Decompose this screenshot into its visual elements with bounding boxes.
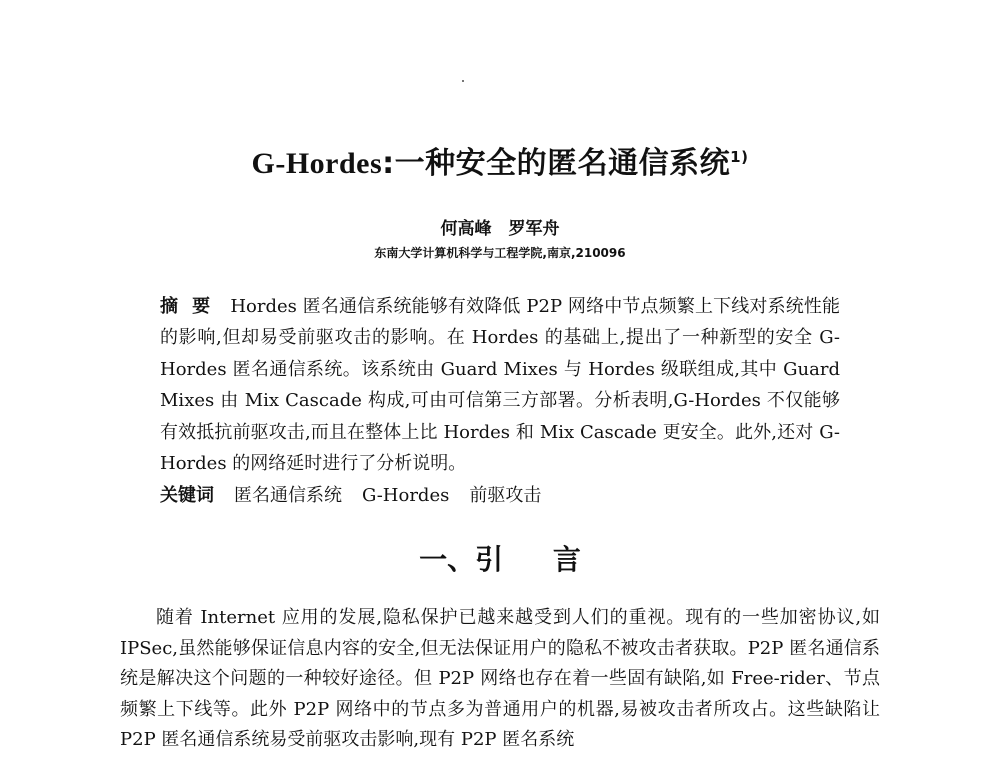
- title-footnote-mark: 1): [730, 148, 749, 166]
- title-cjk: :一种安全的匿名通信系统: [382, 146, 731, 181]
- scan-speck: [462, 80, 464, 82]
- author-affiliation: 东南大学计算机科学与工程学院,南京,210096: [374, 246, 626, 260]
- section-heading: 一、引 言: [419, 543, 581, 576]
- keyword: 前驱攻击: [469, 485, 542, 506]
- body-paragraph: 随着 Internet 应用的发展,隐私保护已越来越受到人们的重视。现有的一些加密协议,如 IPSec,虽然能够保证信息内容的安全,但无法保证用户的隐私不被攻击者获取。P2P 匿名通信系统是解决这个问题的一种较好途径。但 P2P 网络也存在着一些固有缺陷,如 Free-rider、节点频繁上下线等。此外 P2P 网络中的节点多为普通用户的机器,易被攻击者所攻占。这些缺陷让 P2P 匿名通信系统易受前驱攻击影响,现有 P2P 匿名系统: [120, 607, 880, 750]
- title-latin: G-Hordes: [251, 147, 383, 180]
- keyword: 匿名通信系统: [234, 485, 342, 506]
- paper-title: [0, 138, 1000, 182]
- keywords-label: 关键词: [160, 485, 214, 506]
- abstract: [160, 291, 840, 479]
- author-list: 何高峰 罗军舟: [440, 219, 560, 239]
- abstract-text: Hordes 匿名通信系统能够有效降低 P2P 网络中节点频繁上下线对系统性能的影响,但却易受前驱攻击的影响。在 Hordes 的基础上,提出了一种新型的安全 G-Hordes 匿名通信系统。该系统由 Guard Mixes 与 Hordes 级联组成,其中 Guard Mixes 由 Mix Cascade 构成,可由可信第三方部署。分析表明,G-Hordes 不仅能够有效抵抗前驱攻击,而且在整体上比 Hordes 和 Mix Cascade 更安全。此外,还对 G-Hordes 的网络延时进行了分析说明。: [160, 296, 841, 475]
- keywords: [160, 481, 840, 511]
- abstract-label: 摘要: [160, 296, 225, 317]
- keyword: G-Hordes: [362, 485, 450, 506]
